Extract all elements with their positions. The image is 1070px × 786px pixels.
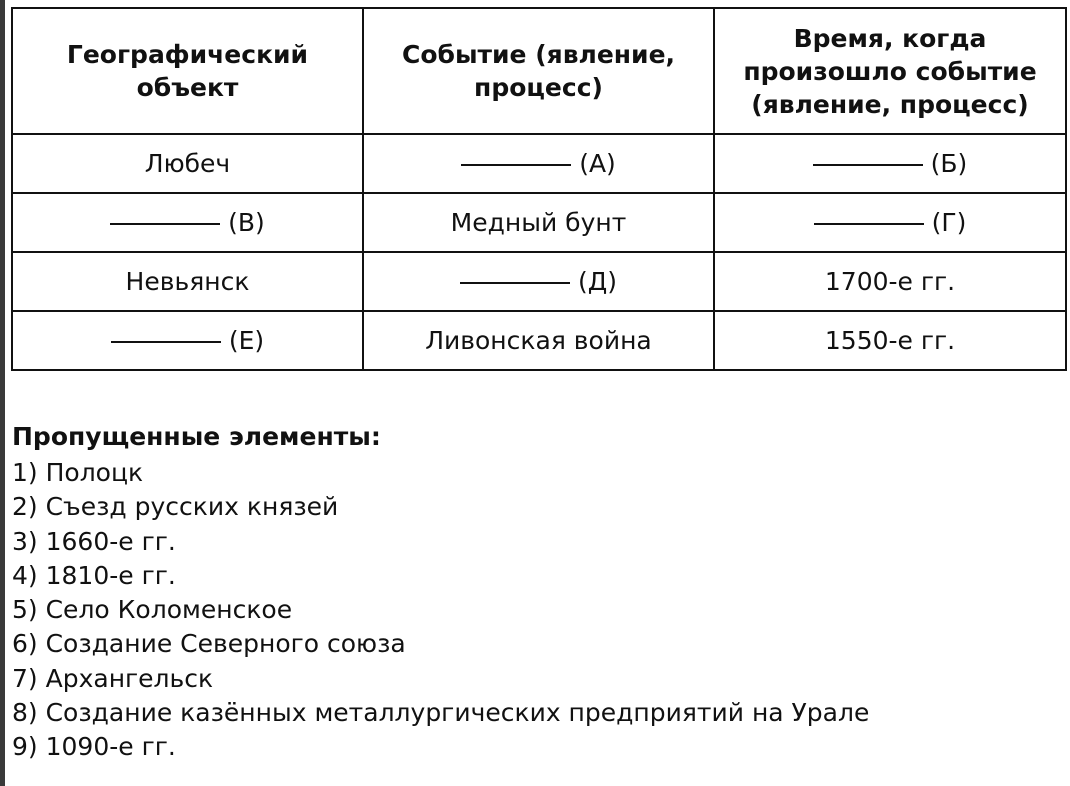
- task-table-container: [11, 7, 1065, 371]
- cell-text: 1700-е гг.: [824, 267, 956, 296]
- table-row: [12, 311, 1066, 370]
- table-cell: [363, 311, 714, 370]
- blank-label: (Б): [930, 149, 968, 178]
- table-row: [12, 134, 1066, 193]
- cell-text: Медный бунт: [450, 208, 627, 237]
- table-cell: [363, 134, 714, 193]
- blank-label: (А): [579, 149, 616, 178]
- left-edge-border: [0, 0, 5, 786]
- table-cell: [714, 134, 1066, 193]
- table-row: [12, 252, 1066, 311]
- list-item: 8) Создание казённых металлургических предприятий на Урале: [12, 698, 870, 728]
- cell-text: Любеч: [144, 149, 231, 178]
- missing-elements-title: Пропущенные элементы:: [12, 422, 381, 451]
- list-item: 2) Съезд русских князей: [12, 492, 339, 522]
- list-item: 1) Полоцк: [12, 458, 144, 487]
- missing-elements-list: [12, 456, 1062, 765]
- answer-blank-line: [814, 223, 924, 225]
- missing-elements-section: [12, 420, 1062, 765]
- list-item: 6) Создание Северного союза: [12, 629, 406, 659]
- blank-label: (Е): [228, 326, 265, 355]
- task-table: [11, 7, 1067, 371]
- cell-text: 1550-е гг.: [824, 326, 956, 355]
- header-geographic-object: Географический объект: [12, 8, 363, 134]
- table-cell: [714, 311, 1066, 370]
- table-cell: [363, 252, 714, 311]
- table-cell: [12, 134, 363, 193]
- header-time: Время, когда произошло событие (явление, процесс): [714, 8, 1066, 134]
- blank-label: (Д): [577, 267, 618, 296]
- table-header-row: [12, 8, 1066, 134]
- answer-blank-line: [461, 164, 571, 166]
- list-item: 9) 1090-е гг.: [12, 732, 176, 762]
- table-cell: [363, 193, 714, 252]
- list-item: 4) 1810-е гг.: [12, 560, 176, 590]
- table-cell: [12, 252, 363, 311]
- table-cell: [714, 252, 1066, 311]
- answer-blank-line: [460, 282, 570, 284]
- answer-blank-line: [110, 223, 220, 225]
- header-event: Событие (явление, процесс): [363, 8, 714, 134]
- list-item: 3) 1660-е гг.: [12, 526, 176, 556]
- table-cell: [12, 193, 363, 252]
- table-cell: [714, 193, 1066, 252]
- list-item: 7) Архангельск: [12, 663, 214, 693]
- answer-blank-line: [111, 341, 221, 343]
- answer-blank-line: [813, 164, 923, 166]
- table-row: [12, 193, 1066, 252]
- cell-text: Невьянск: [125, 267, 250, 296]
- list-item: 5) Село Коломенское: [12, 595, 293, 625]
- blank-label: (Г): [931, 208, 967, 237]
- blank-label: (В): [228, 208, 265, 237]
- cell-text: Ливонская война: [425, 326, 652, 355]
- table-cell: [12, 311, 363, 370]
